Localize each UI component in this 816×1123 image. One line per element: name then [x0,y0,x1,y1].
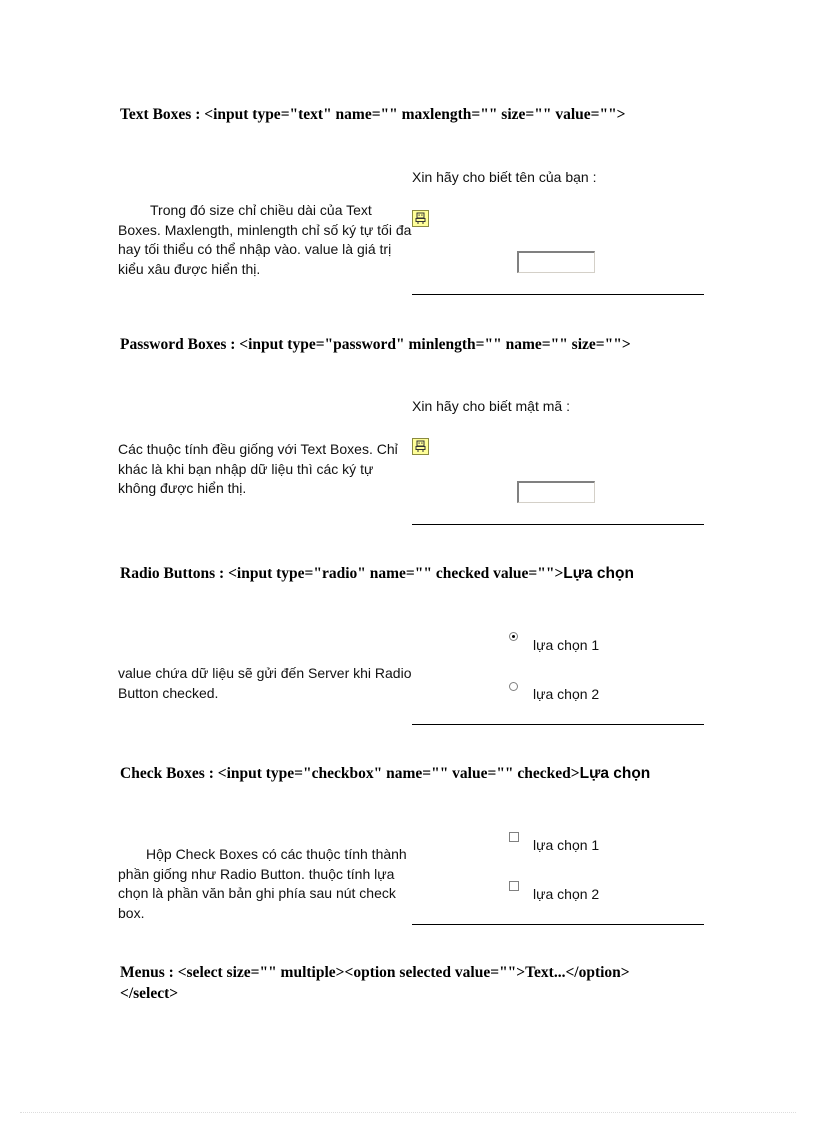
page-bottom-border [20,1112,796,1113]
divider [412,524,704,525]
radio-buttons-description: value chứa dữ liệu sẽ gửi đến Server khi Radio Button checked. [118,665,412,701]
password-boxes-prompt: Xin hãy cho biết mật mã : [412,398,570,414]
divider [412,924,704,925]
divider [412,294,704,295]
name-text-input[interactable] [517,251,595,273]
divider [412,724,704,725]
text-boxes-heading: Text Boxes : <input type="text" name="" maxlength="" size="" value=""> [120,106,626,123]
menus-heading: Menus : <select size="" multiple><option selected value="">Text...</option> </select> [120,964,630,1002]
password-boxes-description: Các thuộc tính đều giống với Text Boxes. Chỉ khác là khi bạn nhập dữ liệu thì các ký tự không được hiển thị. [118,441,398,496]
checkbox-option-1-label: lựa chọn 1 [533,837,600,853]
robot-icon [412,210,429,227]
radio-option-1-label: lựa chọn 1 [533,637,600,653]
check-boxes-heading [120,763,680,784]
text-boxes-prompt: Xin hãy cho biết tên của bạn : [412,169,597,185]
radio-buttons-heading [120,563,680,584]
radio-option-2-label: lựa chọn 2 [533,686,600,702]
robot-icon [412,438,429,455]
radio-option-1[interactable] [509,632,518,641]
checkbox-option-2-label: lựa chọn 2 [533,886,600,902]
radio-heading-suffix: Lựa chọn [563,565,634,582]
checkbox-option-1[interactable] [509,832,519,842]
password-input[interactable] [517,481,595,503]
checkbox-heading-suffix: Lựa chọn [579,765,651,782]
checkbox-heading-code: Check Boxes : <input type="checkbox" name="" value="" checked> [120,765,580,782]
checkbox-option-2[interactable] [509,881,519,891]
radio-option-2[interactable] [509,682,518,691]
radio-heading-code: Radio Buttons : <input type="radio" name="" checked value=""> [120,565,564,582]
check-boxes-description: Hộp Check Boxes có các thuộc tính thành phần giống như Radio Button. thuộc tính lựa chọn là phần văn bản ghi phía sau nút check box. [118,846,407,921]
password-boxes-heading: Password Boxes : <input type="password" minlength="" name="" size=""> [120,336,631,353]
text-boxes-description: Trong đó size chỉ chiều dài của Text Boxes. Maxlength, minlength chỉ số ký tự tối đa hay tối thiểu có thể nhập vào. value là giá trị kiểu xâu được hiển thị. [118,202,412,277]
